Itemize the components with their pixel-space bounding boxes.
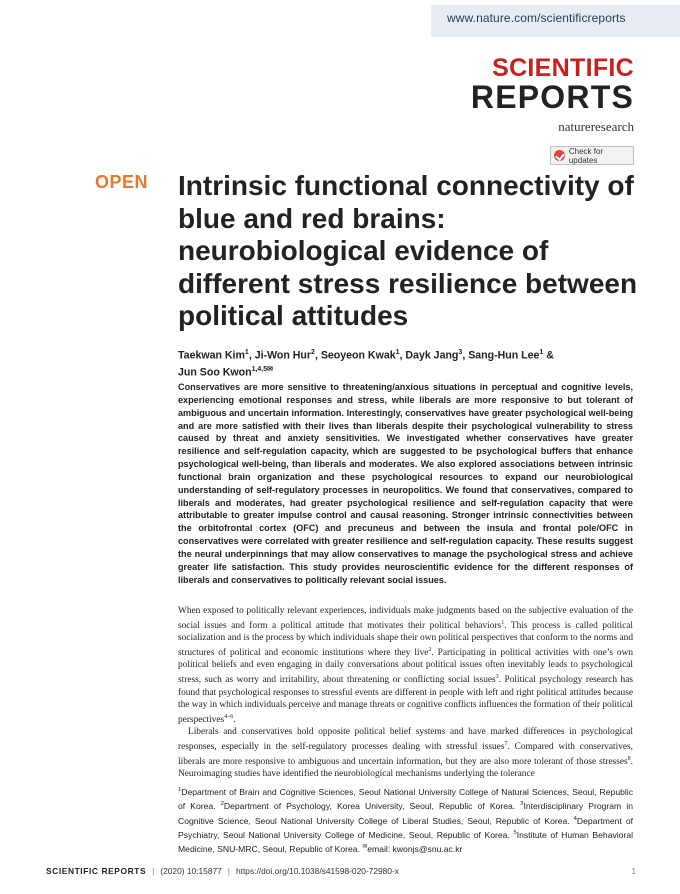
- body-text: [178, 605, 633, 780]
- citation-ref[interactable]: 7: [504, 740, 508, 747]
- check-updates-label: Check for updates: [568, 146, 604, 165]
- citation-ref[interactable]: 2: [428, 647, 432, 654]
- author-name[interactable]: Ji-Won Hur: [254, 349, 312, 362]
- footer-journal: SCIENTIFIC REPORTS: [46, 866, 147, 876]
- author-name[interactable]: Sang-Hun Lee: [468, 349, 540, 362]
- article-title: Intrinsic functional connectivity of blue and red brains: neurobiological evidence of different stress resilience between political attitudes: [178, 170, 638, 331]
- affiliations: $^1$Department of Brain and Cognitive Sciences, Seoul National University College of Natural Sciences, Seoul, Republic of Korea. $^2$Department of Psychology, Korea University, Seoul, Republic of Korea. $^3$Interdisciplinary Program in Cognitive Science, Seoul National University College of Liberal Studies, Seoul, Republic of Korea. $^4$Department of Psychiatry, Seoul National University College of Medicine, Seoul, Republic of Korea. $^5$Institute of Human Behavioral Medicine, SNU-MRC, Seoul, Republic of Korea. ✉email: kwonjs@snu.ac.kr: [178, 786, 634, 855]
- citation-ref[interactable]: 4–6: [224, 713, 234, 720]
- email-link[interactable]: email: kwonjs@snu.ac.kr: [367, 844, 463, 855]
- author-affil-sup: 1,4,5✉: [251, 365, 273, 373]
- author-name[interactable]: Taekwan Kim: [178, 349, 245, 362]
- journal-logo-line1: SCIENTIFIC: [492, 54, 634, 82]
- email-icon: ✉: [362, 844, 368, 851]
- body-paragraph: When exposed to politically relevant experiences, individuals make judgments based on the subjective evaluation of the social issues and form a political attitude that motivates their political behaviors$^1$. This process is called political socialization and is the process by which individuals shape their own political perspectives that conform to the norms and structures of political and economic institutions where they live$^2$. Participating in political activities with one’s own political beliefs and even engaging in daily conversations about political issues often inevitably leads to psychological stress, such as worry and irritability, about threatening or conflicting social issues$^3$. Political psychology research has found that psychological responses to stressful events are different in people with left and right political attitudes because the way in which individuals perceive and manage threats or cognitive conflicts influences the formation of their political perspectives$^{4-6}$.: [178, 606, 634, 725]
- author-affil-sup: 1: [244, 349, 249, 356]
- open-access-label: OPEN: [95, 172, 149, 192]
- citation-ref[interactable]: 3: [495, 674, 499, 681]
- footer-divider: |: [152, 866, 155, 876]
- citation-ref[interactable]: 1: [501, 620, 505, 627]
- check-for-updates-button[interactable]: [550, 146, 634, 165]
- footer-volume: (2020) 10:15877: [160, 866, 222, 876]
- body-paragraph: Liberals and conservatives hold opposite political belief systems and have marked differences in psychological responses, especially in the self-regulatory processes dealing with stressful issues$^7$. Compared with conservatives, liberals are more responsive to ambiguous and uncertain information, but they are also more tolerant of those stresses$^8$. Neuroimaging studies have identified the neurobiological mechanisms underlying the tolerance: [178, 726, 633, 780]
- author-affil-sup: 3: [458, 349, 463, 356]
- author-name[interactable]: Dayk Jang: [405, 349, 459, 362]
- page-number: 1: [631, 866, 636, 876]
- abstract: Conservatives are more sensitive to threatening/anxious situations in perceptual and cognitive levels, experiencing emotional responses and stress, while liberals are more responsive to but tolerant of ambiguous and uncertain information. Interestingly, conservatives have greater psychological well-being and are more satisfied with their lives than liberals despite their psychological vulnerability to stress caused by threat and anxiety sensitivities. We investigated whether conservatives have greater resilience and self-regulation capacity, which are suggested to be psychological buffers that enhance psychological well-being, than liberals and moderates. We also explored associations between intrinsic functional brain organization and these psychological resources to expand our neurobiological understanding of self-regulatory processes in neuropolitics. We found that conservatives, compared to liberals and moderates, had greater psychological resilience and self-regulation capacity that were attributable to greater impulse control and causal reasoning. Stronger intrinsic connectivities between the orbitofrontal cortex (OFC) and precuneus and between the insula and frontal pole/OFC in conservatives were correlated with greater resilience and self-regulation capacity. These results suggest the neural underpinnings that may allow conservatives to manage the psychological stress and achieve greater life satisfaction. This study provides neuroscientific evidence for the different responses of liberals and conservatives to politically relevant social issues.: [178, 382, 633, 585]
- publisher-logo: natureresearch: [558, 119, 634, 134]
- citation-ref[interactable]: 8: [627, 756, 631, 763]
- author-name[interactable]: Jun Soo Kwon: [178, 366, 252, 379]
- footer-divider: |: [227, 866, 230, 876]
- author-affil-sup: 1: [395, 349, 400, 356]
- page-footer: [46, 866, 636, 876]
- author-list: Taekwan Kim$^1$, Ji-Won Hur$^2$, Seoyeon Kwak$^1$, Dayk Jang$^3$, Sang-Hun Lee$^1$ & Jun Soo Kwon$^{1,4,5✉}$: [178, 349, 554, 379]
- journal-logo-line2: REPORTS: [470, 79, 634, 115]
- journal-url-link[interactable]: www.nature.com/scientificreports: [447, 11, 626, 25]
- author-name[interactable]: Seoyeon Kwak: [320, 349, 396, 362]
- author-affil-sup: 1: [539, 349, 544, 356]
- footer-doi-link[interactable]: https://doi.org/10.1038/s41598-020-72980-x: [235, 866, 399, 876]
- author-affil-sup: 2: [311, 349, 315, 356]
- check-updates-icon: [554, 150, 565, 161]
